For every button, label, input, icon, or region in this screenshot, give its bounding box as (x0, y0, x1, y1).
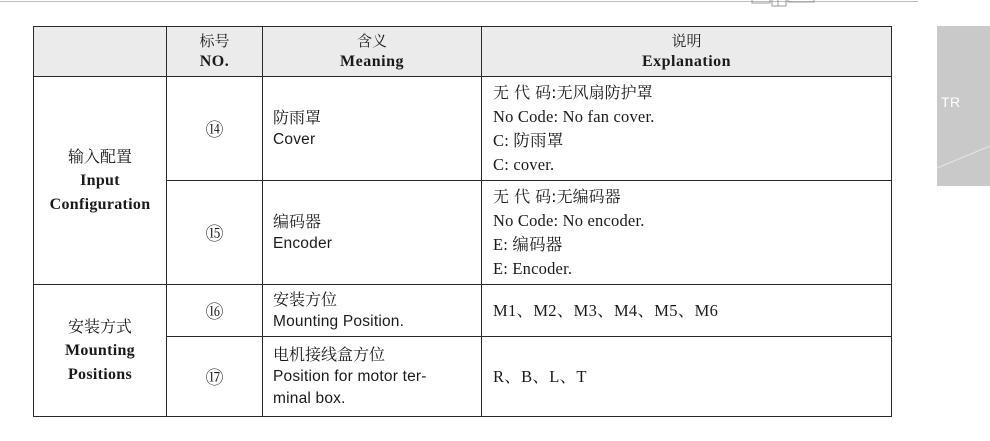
explanation-cell (482, 285, 892, 337)
explanation-line: 无 代 码:无编码器 (493, 186, 621, 206)
item-number: ⑰ (167, 337, 263, 417)
header-explanation-cn: 说明 (671, 31, 702, 50)
meaning-cell (263, 337, 482, 417)
explanation-line: M1、M2、M3、M4、M5、M6 (493, 300, 719, 320)
header-meaning (263, 27, 482, 77)
header-row (34, 27, 892, 77)
explanation-line: E: Encoder. (493, 258, 573, 278)
meaning-cn: 防雨罩 (273, 107, 322, 127)
explanation-line: C: 防雨罩 (493, 130, 564, 150)
group-name-cn: 输入配置 (67, 146, 132, 166)
meaning-cn: 编码器 (273, 211, 322, 231)
group-name-en: Configuration (49, 195, 151, 213)
group-name-en: Positions (67, 365, 133, 383)
meaning-cn: 电机接线盒方位 (273, 344, 386, 364)
explanation-line: 无 代 码:无风扇防护罩 (493, 82, 653, 102)
explanation-line: R、B、L、T (493, 366, 587, 386)
group-mounting-positions (34, 285, 167, 417)
meaning-cell (263, 181, 482, 285)
side-section-tab[interactable] (937, 26, 990, 186)
table-row (34, 285, 892, 337)
header-no-en: NO. (199, 52, 230, 70)
header-no-cn: 标号 (199, 31, 230, 50)
header-no (167, 27, 263, 77)
meaning-cell (263, 285, 482, 337)
meaning-cell (263, 77, 482, 181)
meaning-cn: 安装方位 (273, 289, 338, 309)
side-tab-label: TR (941, 94, 961, 110)
meaning-en: minal box. (273, 389, 346, 407)
meaning-en: Mounting Position. (273, 312, 405, 330)
group-input-configuration (34, 77, 167, 285)
item-number: ⑯ (167, 285, 263, 337)
header-meaning-en: Meaning (340, 52, 404, 70)
header-explanation-en: Explanation (641, 52, 732, 70)
group-name-en: Input (80, 171, 120, 189)
header-group (34, 27, 167, 77)
item-number: ⑮ (167, 181, 263, 285)
meaning-en: Encoder (273, 234, 333, 252)
meaning-en: Cover (273, 130, 316, 148)
item-number: ⑭ (167, 77, 263, 181)
group-name-en: Mounting (65, 341, 135, 359)
header-meaning-cn: 含义 (356, 31, 387, 50)
explanation-cell (482, 77, 892, 181)
table-row (34, 77, 892, 181)
gearbox-illustration-fragment (750, 0, 816, 8)
group-name-cn: 安装方式 (67, 316, 132, 336)
spec-table (33, 26, 892, 417)
header-explanation (482, 27, 892, 77)
explanation-cell (482, 337, 892, 417)
explanation-line: C: cover. (493, 154, 555, 174)
meaning-en: Position for motor ter- (273, 367, 427, 385)
explanation-line: No Code: No fan cover. (493, 106, 655, 126)
explanation-cell (482, 181, 892, 285)
explanation-line: No Code: No encoder. (493, 210, 645, 230)
explanation-line: E: 编码器 (493, 234, 563, 254)
